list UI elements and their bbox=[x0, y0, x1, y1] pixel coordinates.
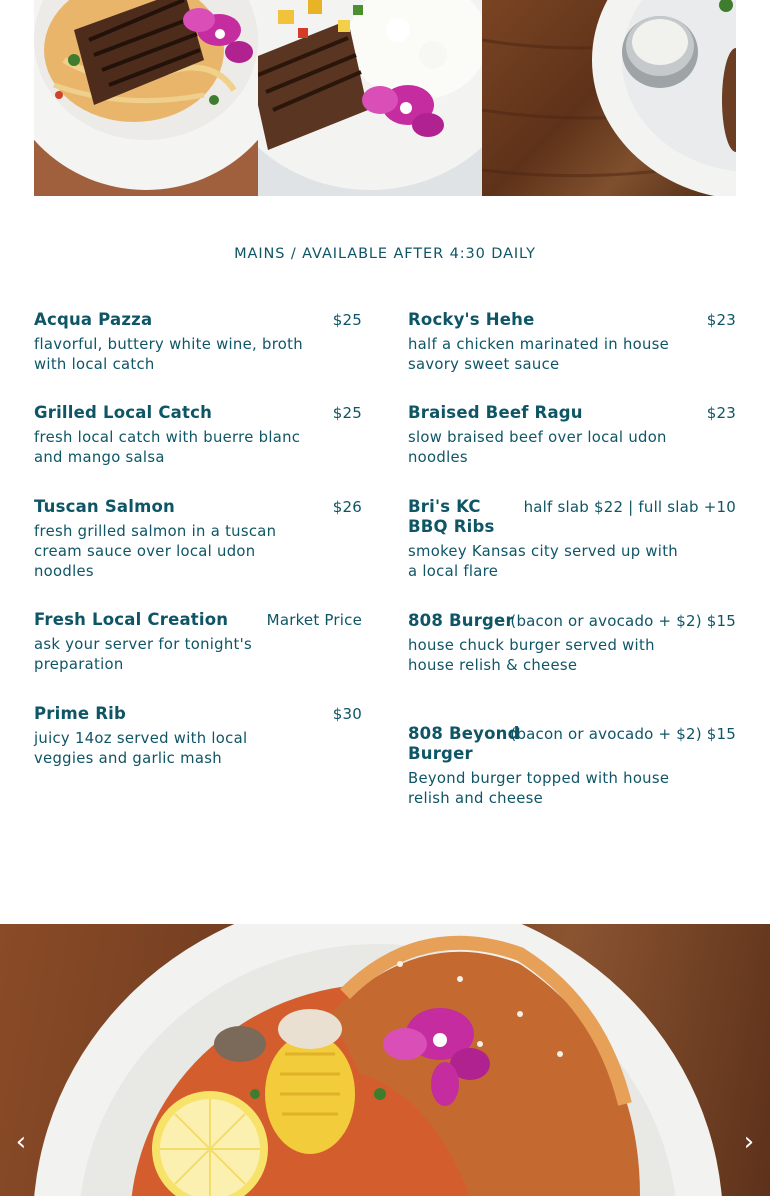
menu-item-price: (bacon or avocado + $2) $15 bbox=[510, 612, 736, 630]
menu-item-description: half a chicken marinated in house savory sweet sauce bbox=[408, 336, 670, 373]
menu-item-name: Acqua Pazza bbox=[34, 310, 153, 329]
menu-item bbox=[34, 610, 362, 704]
menu-item-name: Braised Beef Ragu bbox=[408, 403, 583, 422]
menu-item-description: fresh grilled salmon in a tuscan cream sauce over local udon noodles bbox=[34, 523, 277, 580]
menu-item-name: Grilled Local Catch bbox=[34, 403, 213, 422]
menu-column-right bbox=[408, 310, 736, 814]
menu-item-price: half slab $22 | full slab +10 bbox=[523, 498, 736, 516]
menu-item-price: Market Price bbox=[266, 611, 362, 629]
menu-column-left bbox=[34, 310, 362, 784]
menu-item bbox=[408, 310, 736, 403]
menu-item-price: $23 bbox=[706, 404, 736, 422]
menu-item-price: $25 bbox=[332, 311, 362, 329]
menu-item-description: flavorful, buttery white wine, broth with local catch bbox=[34, 336, 303, 373]
menu-item-description: smokey Kansas city served up with a local flare bbox=[408, 543, 678, 580]
menu-item bbox=[34, 310, 362, 403]
menu-item-name: Prime Rib bbox=[34, 704, 126, 723]
menu-item-description: fresh local catch with buerre blanc and mango salsa bbox=[34, 429, 301, 466]
menu-item-name: Rocky's Hehe bbox=[408, 310, 535, 329]
menu-item-name: Bri's KC BBQ Ribs bbox=[408, 497, 495, 536]
menu-item-name: 808 Beyond Burger bbox=[408, 724, 520, 763]
menu-item bbox=[408, 403, 736, 497]
photo-gallery bbox=[34, 0, 736, 196]
menu-item bbox=[34, 704, 362, 784]
menu-item-name: Fresh Local Creation bbox=[34, 610, 229, 629]
menu-item-price: $25 bbox=[332, 404, 362, 422]
hero-photo-seafood-boil bbox=[0, 924, 770, 1196]
menu-item bbox=[34, 497, 362, 610]
menu-item-description: juicy 14oz served with local veggies and garlic mash bbox=[34, 730, 248, 767]
menu-item-description: ask your server for tonight's preparation bbox=[34, 636, 253, 673]
menu-item-price: $30 bbox=[332, 705, 362, 723]
gallery-photo-fish-rice bbox=[258, 0, 482, 196]
menu-item-price: (bacon or avocado + $2) $15 bbox=[510, 725, 736, 743]
section-title: MAINS / AVAILABLE AFTER 4:30 DAILY bbox=[234, 246, 536, 262]
carousel-prev-button[interactable] bbox=[10, 1128, 32, 1156]
menu-item-name: Tuscan Salmon bbox=[34, 497, 175, 516]
menu-item bbox=[408, 497, 736, 611]
gallery-photo-pasta-fish bbox=[34, 0, 258, 196]
menu-item-name: 808 Burger bbox=[408, 611, 514, 630]
menu-item-price: $23 bbox=[706, 311, 736, 329]
menu-item-description: slow braised beef over local udon noodles bbox=[408, 429, 667, 466]
menu-item bbox=[408, 724, 736, 814]
menu-item-price: $26 bbox=[332, 498, 362, 516]
menu-item bbox=[408, 611, 736, 724]
menu-item-description: Beyond burger topped with house relish and cheese bbox=[408, 770, 670, 807]
gallery-photo-plate-sauce bbox=[482, 0, 736, 196]
chevron-left-icon: ‹ bbox=[15, 1127, 27, 1157]
carousel-next-button[interactable] bbox=[738, 1128, 760, 1156]
chevron-right-icon: › bbox=[743, 1127, 755, 1157]
menu-item-description: house chuck burger served with house relish & cheese bbox=[408, 637, 655, 674]
menu-item bbox=[34, 403, 362, 497]
